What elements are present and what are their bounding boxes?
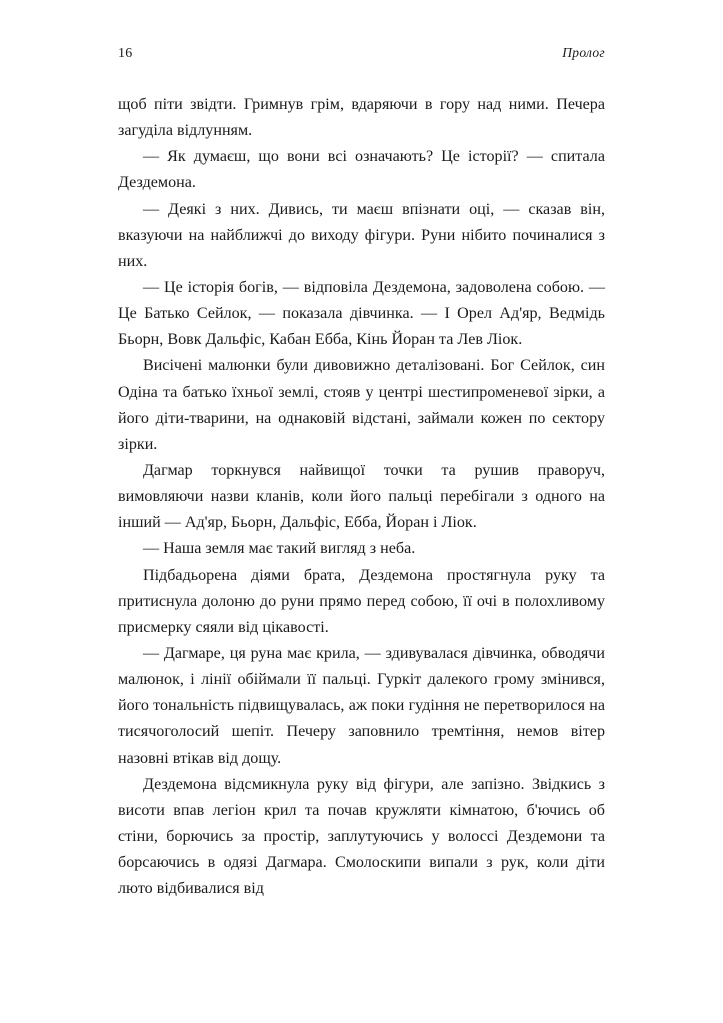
paragraph: — Як думаєш, що вони всі означають? Це історії? — спитала Дездемона.	[118, 148, 605, 192]
paragraph: — Дагмаре, ця руна має крила, — здивувалася дівчинка, обводячи малюнок, і лінії обіймали її пальці. Гуркіт далекого грому змінився, його тональність підвищувалась, аж поки гудіння не перетворилося на тисячоголосий шепіт. Печеру заповнило тремтіння, немов вітер назовні втікав від дощу.	[118, 644, 605, 767]
paragraph: Висічені малюнки були дивовижно деталізовані. Бог Сейлок, син Одіна та батько їхньої землі, стояв у центрі шестипроменевої зірки, а його діти-тварини, на однаковій відстані, займали кожен по сектору зірки.	[118, 357, 605, 453]
page-number: 16	[118, 46, 133, 61]
paragraph: — Це історія богів, — відповіла Дездемона, задоволена собою. — Це Батько Сейлок, — показала дівчинка. — І Орел Ад'яр, Ведмідь Бьорн, Вовк Дальфіс, Кабан Ебба, Кінь Йоран та Лев Ліок.	[118, 278, 605, 349]
paragraph: Підбадьорена діями брата, Дездемона простягнула руку та притиснула долоню до руни прямо перед собою, її очі в полохливому присмерку сяяли від цікавості.	[118, 566, 605, 636]
paragraph: Дездемона відсмикнула руку від фігури, але запізно. Звідкись з висоти впав легіон крил та почав кружляти кімнатою, б'ючись об стіни, борючись за простір, заплутуючись у волоссі Дездемони та борсаючись в одязі Дагмара. Смолоскипи випали з рук, коли діти люто відбивалися від	[118, 775, 605, 898]
paragraph: — Наша земля має такий вигляд з неба.	[142, 540, 416, 558]
paragraph: — Деякі з них. Дивись, ти маєш впізнати оці, — сказав він, вказуючи на найближчі до виходу фігури. Руни нібито починалися з них.	[118, 200, 605, 270]
page-body	[118, 92, 605, 902]
paragraph: Дагмар торкнувся найвищої точки та рушив праворуч, вимовляючи назви кланів, коли його пальці перебігали з одного на інший — Ад'яр, Бьорн, Дальфіс, Ебба, Йоран і Ліок.	[118, 461, 605, 532]
chapter-title: Пролог	[562, 45, 605, 60]
running-head	[118, 45, 605, 62]
paragraph: щоб піти звідти. Гримнув грім, вдаряючи в гору над ними. Печера загуділа відлунням.	[118, 96, 605, 140]
